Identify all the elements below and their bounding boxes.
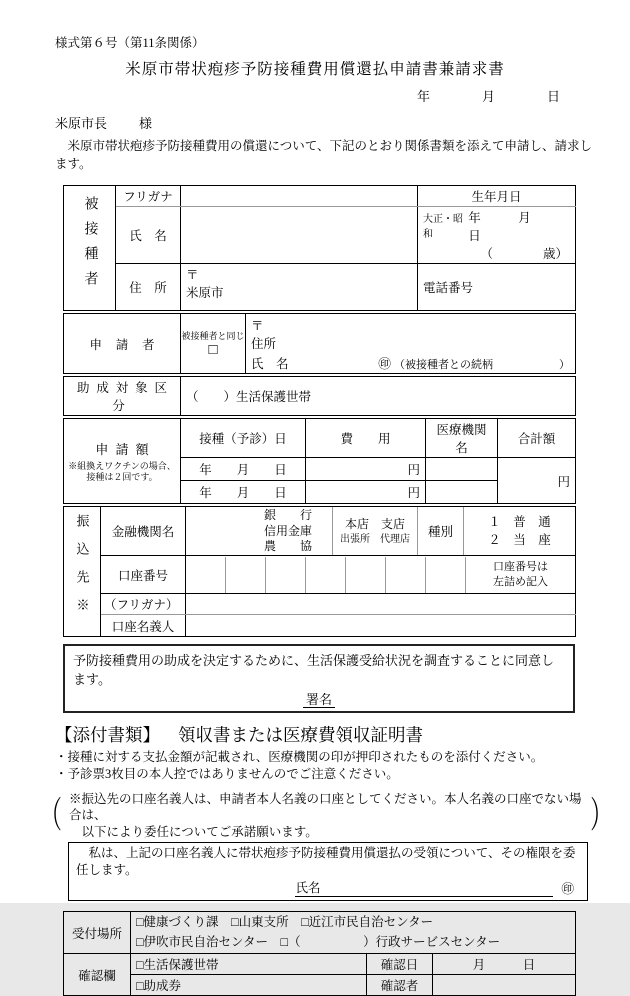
addressee-suffix: 様 bbox=[139, 116, 153, 131]
attachments-bullet-2: ・予診票3枚目の本人控ではありませんのでご注意ください。 bbox=[55, 767, 399, 782]
date-line: 年 月 日 bbox=[416, 89, 560, 104]
transfer-table bbox=[63, 506, 576, 637]
consent-signature-label: 署名 bbox=[303, 692, 335, 708]
account-type-label: 種別 bbox=[417, 507, 463, 555]
consent-box bbox=[63, 644, 575, 713]
delegation-name-line bbox=[76, 880, 580, 898]
confirmation-label: 確認欄 bbox=[64, 954, 131, 996]
transfer-section-label: 振込先※ bbox=[64, 507, 101, 637]
amount-note-line1: ※組換えワクチンの場合、 bbox=[68, 460, 176, 471]
delegation-note-text: ※振込先の口座名義人は、申請者本人名義の口座としてください。本人名義の口座でない場合は、 以下により委任についてご承諾願います。 bbox=[69, 792, 582, 839]
delegation-box bbox=[68, 842, 588, 902]
category-value: （ ）生活保護世帯 bbox=[181, 377, 576, 416]
holder-furigana-label: （フリガナ） bbox=[101, 594, 186, 615]
applicant-address-label: 住所 bbox=[251, 337, 277, 352]
paren-open: （ bbox=[40, 795, 62, 836]
amount-institution-row2 bbox=[426, 481, 498, 504]
amount-section-label-cell bbox=[64, 419, 181, 504]
reception-location-options: □健康づくり課 □山東支所 □近江市民自治センター □伊吹市民自治センター □（ ）行政サービスセンター bbox=[131, 912, 576, 954]
confirmation-person-label: 確認者 bbox=[367, 975, 433, 996]
address-field bbox=[181, 264, 418, 311]
applicant-relation-label: （被接種者との続柄 ） bbox=[394, 359, 570, 372]
birthdate-value: 年 月 日 bbox=[468, 211, 569, 244]
birthdate-field bbox=[418, 207, 576, 264]
addressee-line bbox=[55, 113, 630, 132]
phone-field bbox=[418, 264, 576, 311]
amount-total-cell: 円 bbox=[498, 458, 576, 504]
account-digit-cell bbox=[426, 557, 466, 593]
age-field: （ 歳） bbox=[480, 247, 568, 262]
holder-label: 口座名義人 bbox=[101, 615, 186, 637]
account-digit-cell bbox=[226, 557, 266, 593]
category-table bbox=[63, 376, 576, 416]
address-label: 住 所 bbox=[116, 264, 181, 311]
page-title: 米原市帯状疱疹予防接種費用償還払申請書兼請求書 bbox=[125, 61, 505, 78]
attachments-heading bbox=[55, 722, 630, 747]
branch-type-options: 本店 支店 出張所 代理店 bbox=[332, 507, 417, 555]
postal-mark: 〒 bbox=[186, 268, 199, 283]
account-digit-cell bbox=[266, 557, 306, 593]
amount-note-line2: 接種は２回です。 bbox=[86, 472, 158, 483]
consent-text: 予防接種費用の助成を決定するために、生活保護受給状況を調査することに同意します。 bbox=[73, 653, 555, 688]
confirmation-row2: □助成券 bbox=[131, 975, 367, 996]
delegation-name-field bbox=[295, 880, 553, 898]
birthdate-label: 生年月日 bbox=[418, 186, 576, 207]
reception-table bbox=[63, 911, 576, 996]
consent-signature-line bbox=[73, 689, 565, 708]
delegation-seal-mark: ㊞ bbox=[561, 881, 574, 896]
name-label: 氏 名 bbox=[116, 207, 181, 264]
amount-col-institution: 医療機関名 bbox=[426, 419, 498, 458]
holder-field bbox=[186, 615, 576, 637]
account-type-options: １ 普 通 ２ 当 座 bbox=[463, 507, 575, 555]
amount-section-label: 申請額 bbox=[95, 441, 156, 457]
institution-label: 金融機関名 bbox=[101, 507, 186, 556]
account-digit-cell bbox=[346, 557, 386, 593]
amount-institution-row1 bbox=[426, 458, 498, 481]
amount-col-date: 接種（予診）日 bbox=[181, 419, 306, 458]
address-city: 米原市 bbox=[186, 286, 224, 301]
applicant-table bbox=[63, 313, 576, 374]
addressee-name: 米原市長 bbox=[55, 116, 108, 131]
paren-close: ） bbox=[590, 795, 612, 836]
confirmation-row1: □生活保護世帯 bbox=[131, 954, 367, 975]
same-as-vaccinee-label: 被接種者と同じ bbox=[181, 331, 245, 341]
applicant-info-cell bbox=[246, 314, 576, 374]
applicant-postal-mark: 〒 bbox=[251, 319, 264, 334]
applicant-section-label: 申請者 bbox=[64, 314, 181, 374]
delegation-box-text: 私は、上記の口座名義人に帯状疱疹予防接種費用償還払の受領について、その権限を委任します。 bbox=[76, 845, 576, 877]
reception-location-label: 受付場所 bbox=[64, 912, 131, 954]
amount-col-cost: 費 用 bbox=[306, 419, 426, 458]
attachments-heading-bracket: 【添付書類】 bbox=[55, 725, 160, 746]
amount-date-row1: 年 月 日 bbox=[181, 458, 306, 481]
name-field bbox=[181, 207, 418, 264]
account-digit-cell bbox=[186, 557, 226, 593]
confirmation-date-value: 月 日 bbox=[433, 954, 576, 975]
amount-cost-row2: 円 bbox=[306, 481, 426, 504]
vaccinee-table bbox=[63, 185, 576, 311]
attachments-bullet-1: ・接種に対する支払金額が記載され、医療機関の印が押印されたものを添付ください。 bbox=[55, 750, 544, 765]
amount-table bbox=[63, 418, 576, 504]
applicant-seal-mark: ㊞ bbox=[378, 357, 391, 372]
amount-cost-row1: 円 bbox=[306, 458, 426, 481]
furigana-label: フリガナ bbox=[116, 186, 181, 207]
confirmation-person-value bbox=[433, 975, 576, 996]
account-digit-cell bbox=[386, 557, 426, 593]
category-label: 助成対象区分 bbox=[64, 377, 181, 416]
account-number-note: 口座番号は 左詰め記入 bbox=[493, 560, 548, 588]
delegation-name-label: 氏名 bbox=[295, 880, 321, 895]
confirmation-date-label: 確認日 bbox=[367, 954, 433, 975]
intro-paragraph: 米原市帯状疱疹予防接種費用の償還について、下記のとおり関係書類を添えて申請し、請求します。 bbox=[55, 139, 593, 172]
form-number: 様式第６号（第11条関係） bbox=[55, 36, 205, 50]
era-label: 大正・昭和 bbox=[423, 214, 463, 241]
holder-furigana-field bbox=[186, 594, 576, 615]
phone-label: 電話番号 bbox=[423, 281, 474, 296]
institution-field bbox=[186, 507, 576, 556]
attachments-heading-title: 領収書または医療費領収証明書 bbox=[178, 725, 423, 746]
amount-date-row2: 年 月 日 bbox=[181, 481, 306, 504]
same-as-vaccinee-cell bbox=[181, 314, 246, 374]
delegation-note bbox=[33, 791, 619, 840]
account-digit-cell bbox=[306, 557, 346, 593]
applicant-name-label: 氏 名 bbox=[251, 357, 289, 372]
amount-col-total: 合計額 bbox=[498, 419, 576, 458]
same-as-vaccinee-checkbox: □ bbox=[208, 342, 218, 358]
account-number-label: 口座番号 bbox=[101, 556, 186, 594]
furigana-field bbox=[181, 186, 418, 207]
account-number-field bbox=[186, 556, 576, 594]
attachments-bullets bbox=[55, 749, 630, 783]
vaccinee-section-label: 被接種者 bbox=[64, 186, 116, 311]
bank-type-options: 銀 行 信用金庫 農 協 bbox=[263, 508, 312, 553]
